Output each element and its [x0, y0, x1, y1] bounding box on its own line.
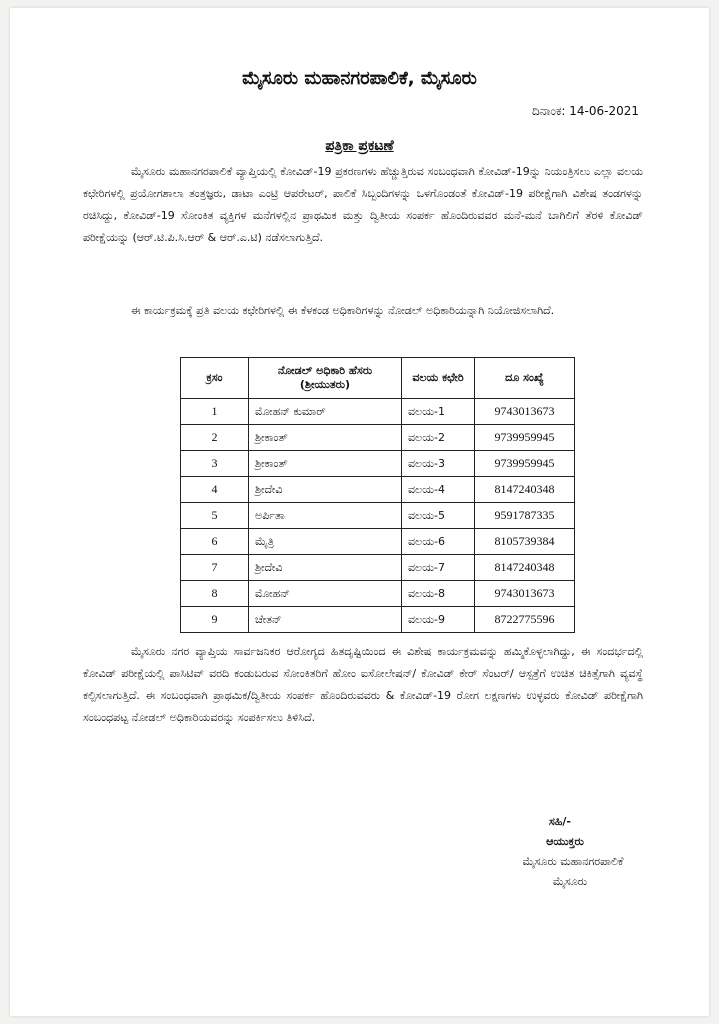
cell-phone: 9739959945 [475, 451, 575, 477]
header-phone: ದೂ ಸಂಖ್ಯೆ [475, 358, 575, 399]
document-date: ದಿನಾಂಕ: 14-06-2021 [532, 104, 639, 118]
table-header-row [181, 358, 575, 399]
cell-serial: 3 [181, 451, 249, 477]
cell-serial: 1 [181, 399, 249, 425]
paragraph-intro: ಮೈಸೂರು ಮಹಾನಗರಪಾಲಿಕೆ ವ್ಯಾಪ್ತಿಯಲ್ಲಿ ಕೋವಿಡ್-19 ಪ್ರಕರಣಗಳು ಹೆಚ್ಚುತ್ತಿರುವ ಸಂಬಂಧವಾಗಿ ಕೋವಿಡ್-19ನ್ನು ನಿಯಂತ್ರಿಸಲು ಎಲ್ಲಾ ವಲಯ ಕಛೇರಿಗಳಲ್ಲಿ ಪ್ರಯೋಗಶಾಲಾ ತಂತ್ರಜ್ಞರು, ಡಾಟಾ ಎಂಟ್ರಿ ಆಪರೇಟರ್, ಪಾಲಿಕೆ ಸಿಬ್ಬಂದಿಗಳನ್ನು ಒಳಗೊಂಡಂತೆ ಕೋವಿಡ್-19 ಪರೀಕ್ಷೆಗಾಗಿ ವಿಶೇಷ ತಂಡಗಳನ್ನು ರಚಿಸಿದ್ದು, ಕೋವಿಡ್-19 ಸೋಂಕಿತ ವ್ಯಕ್ತಿಗಳ ಮನೆಗಳಲ್ಲಿನ ಪ್ರಾಥಮಿಕ ಮತ್ತು ದ್ವಿತೀಯ ಸಂಪರ್ಕ ಹೊಂದಿರುವವರ ಮನೆ-ಮನೆ ಬಾಗಿಲಿಗೆ ತೆರಳಿ ಕೋವಿಡ್ ಪರೀಕ್ಷೆಯನ್ನು (ಆರ್.ಟಿ.ಪಿ.ಸಿ.ಆರ್ & ಆರ್.ಎ.ಟಿ) ನಡೆಸಲಾಗುತ್ತಿದೆ. [83, 165, 643, 244]
cell-serial: 6 [181, 529, 249, 555]
cell-phone: 8722775596 [475, 607, 575, 633]
cell-phone: 8147240348 [475, 555, 575, 581]
cell-serial: 5 [181, 503, 249, 529]
press-release-heading [10, 138, 709, 154]
header-zone: ವಲಯ ಕಛೇರಿ [402, 358, 475, 399]
table-row [181, 451, 575, 477]
cell-serial: 9 [181, 607, 249, 633]
cell-officer-name: ಮೈತ್ರಿ [249, 529, 402, 555]
header-name: ನೋಡಲ್ ಅಧಿಕಾರಿ ಹೆಸರು (ಶ್ರೀಯುತರು) [249, 358, 402, 399]
cell-zone: ವಲಯ-9 [402, 607, 475, 633]
cell-serial: 2 [181, 425, 249, 451]
cell-zone: ವಲಯ-6 [402, 529, 475, 555]
cell-officer-name: ಅರ್ಪಿತಾ [249, 503, 402, 529]
cell-officer-name: ಶ್ರೀದೇವಿ [249, 477, 402, 503]
table-row [181, 581, 575, 607]
signature-office: ಮೈಸೂರು ಮಹಾನಗರಪಾಲಿಕೆ [522, 855, 624, 868]
signature-designation: ಆಯುಕ್ತರು [546, 835, 584, 848]
cell-officer-name: ಚೇತನ್ [249, 607, 402, 633]
cell-zone: ವಲಯ-5 [402, 503, 475, 529]
cell-phone: 8105739384 [475, 529, 575, 555]
paragraph-nodal-officers: ಈ ಕಾರ್ಯಕ್ರಮಕ್ಕೆ ಪ್ರತಿ ವಲಯ ಕಛೇರಿಗಳಲ್ಲಿ ಈ ಕೆಳಕಂಡ ಅಧಿಕಾರಿಗಳನ್ನು ನೋಡಲ್ ಅಧಿಕಾರಿಯನ್ನಾಗಿ ನಿಯೋಜಿಸಲಾಗಿದೆ. [131, 304, 555, 317]
cell-zone: ವಲಯ-4 [402, 477, 475, 503]
cell-phone: 9591787335 [475, 503, 575, 529]
cell-zone: ವಲಯ-1 [402, 399, 475, 425]
table-row [181, 555, 575, 581]
paragraph-public-notice: ಮೈಸೂರು ನಗರ ವ್ಯಾಪ್ತಿಯ ಸಾರ್ವಜನಿಕರ ಆರೋಗ್ಯದ ಹಿತದೃಷ್ಟಿಯಿಂದ ಈ ವಿಶೇಷ ಕಾರ್ಯಕ್ರಮವನ್ನು ಹಮ್ಮಿಕೊಳ್ಳಲಾಗಿದ್ದು, ಈ ಸಂದರ್ಭದಲ್ಲಿ ಕೋವಿಡ್ ಪರೀಕ್ಷೆಯಲ್ಲಿ ಪಾಸಿಟಿವ್ ವರದಿ ಕಂಡುಬರುವ ಸೋಂಕಿತರಿಗೆ ಹೋಂ ಐಸೋಲೇಷನ್/ ಕೋವಿಡ್ ಕೇರ್ ಸೆಂಟರ್/ ಆಸ್ಪತ್ರೆಗೆ ಉಚಿತ ಚಿಕಿತ್ಸೆಗಾಗಿ ವ್ಯವಸ್ಥೆ ಕಲ್ಪಿಸಲಾಗುತ್ತಿದೆ. ಈ ಸಂಬಂಧವಾಗಿ ಪ್ರಾಥಮಿಕ/ದ್ವಿತೀಯ ಸಂಪರ್ಕ ಹೊಂದಿರುವವರು & ಕೋವಿಡ್-19 ರೋಗ ಲಕ್ಷಣಗಳು ಉಳ್ಳವರು ಕೋವಿಡ್ ಪರೀಕ್ಷೆಗಾಗಿ ಸಂಬಂಧಪಟ್ಟ ನೋಡಲ್ ಅಧಿಕಾರಿಯವರನ್ನು ಸಂಪರ್ಕಿಸಲು ತಿಳಿಸಿದೆ. [83, 645, 643, 724]
table-row [181, 607, 575, 633]
cell-serial: 7 [181, 555, 249, 581]
cell-zone: ವಲಯ-3 [402, 451, 475, 477]
cell-phone: 9743013673 [475, 399, 575, 425]
signature-city: ಮೈಸೂರು [552, 875, 588, 888]
signature-signed: ಸಹಿ/- [549, 815, 571, 828]
document-title: ಮೈಸೂರು ಮಹಾನಗರಪಾಲಿಕೆ, ಮೈಸೂರು [242, 68, 477, 89]
table-row [181, 425, 575, 451]
table-row [181, 477, 575, 503]
cell-phone: 9743013673 [475, 581, 575, 607]
cell-officer-name: ಶ್ರೀದೇವಿ [249, 555, 402, 581]
cell-officer-name: ಶ್ರೀಕಾಂತ್ [249, 451, 402, 477]
cell-serial: 4 [181, 477, 249, 503]
table-row [181, 529, 575, 555]
press-release-heading-text: ಪತ್ರಿಕಾ ಪ್ರಕಟಣೆ [325, 138, 394, 154]
cell-zone: ವಲಯ-7 [402, 555, 475, 581]
header-serial: ಕ್ರಸಂ [181, 358, 249, 399]
cell-officer-name: ಶ್ರೀಕಾಂತ್ [249, 425, 402, 451]
cell-phone: 9739959945 [475, 425, 575, 451]
cell-officer-name: ಮೋಹನ್ [249, 581, 402, 607]
table-row [181, 399, 575, 425]
cell-serial: 8 [181, 581, 249, 607]
nodal-officers-table [180, 357, 575, 633]
cell-phone: 8147240348 [475, 477, 575, 503]
table-row [181, 503, 575, 529]
cell-zone: ವಲಯ-8 [402, 581, 475, 607]
document-page [10, 8, 709, 1016]
cell-zone: ವಲಯ-2 [402, 425, 475, 451]
cell-officer-name: ಮೋಹನ್ ಕುಮಾರ್ [249, 399, 402, 425]
